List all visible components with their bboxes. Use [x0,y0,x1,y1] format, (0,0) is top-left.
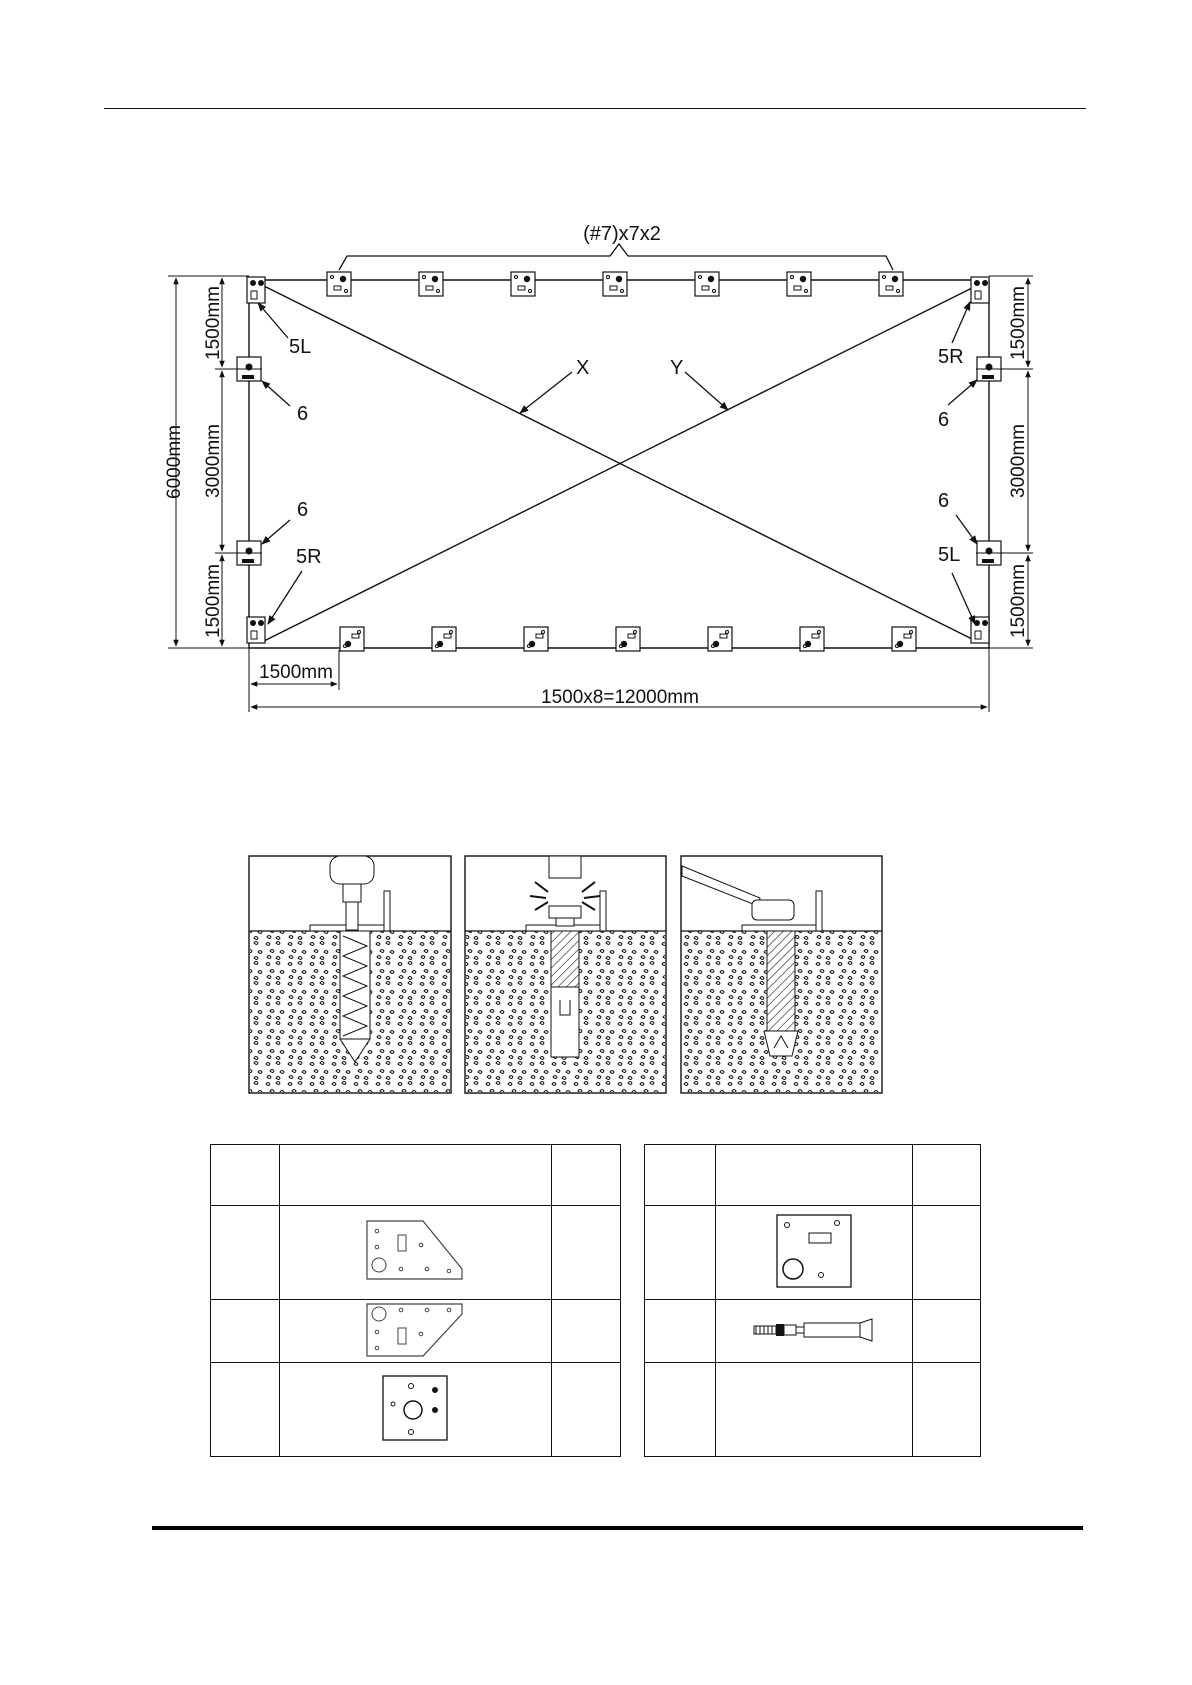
top-group-label: (#7)x7x2 [583,223,661,245]
corner-plate-5R-drawing [279,1300,552,1363]
parts-table-left [210,1144,621,1457]
right-mid-top-label: 6 [938,409,950,431]
corner-plate-5L-drawing [279,1206,552,1300]
col-qty-header [552,1145,621,1206]
row-qty [552,1363,621,1457]
dim-total-height: 6000mm [164,425,185,499]
table-row [645,1363,981,1457]
left-mid-bottom-label: 6 [297,499,309,521]
dim-right-top: 1500mm [1008,286,1029,360]
dim-spacing: 1500mm [259,662,333,683]
row-qty [912,1300,980,1363]
row-qty [912,1206,980,1300]
step-2-insert [465,856,666,1093]
col-id-header [211,1145,280,1206]
col-part-header [279,1145,552,1206]
left-corner-bottom-label: 5R [296,546,322,568]
base-plate-7-drawing [716,1206,912,1300]
dim-right-bottom: 1500mm [1008,564,1029,638]
parts-table-right [644,1144,981,1457]
diagonal-y-label: Y [670,357,684,379]
row-qty [552,1206,621,1300]
table-row [211,1363,621,1457]
left-corner-top-label: 5L [289,336,312,358]
col-part-header [716,1145,912,1206]
table-row [645,1206,981,1300]
right-corner-bottom-label: 5L [938,544,961,566]
dim-left-mid: 3000mm [203,424,224,498]
row-id [645,1206,716,1300]
col-id-header [645,1145,716,1206]
table-row [211,1206,621,1300]
dim-left-bottom: 1500mm [203,564,224,638]
dim-left-top: 1500mm [203,286,224,360]
table-row [211,1300,621,1363]
square-plate-6-drawing [279,1363,552,1457]
row-part [716,1363,912,1457]
left-mid-top-label: 6 [297,403,309,425]
row-qty [912,1363,980,1457]
right-mid-bottom-label: 6 [938,490,950,512]
step-3-tighten [681,856,882,1093]
table-row [645,1300,981,1363]
row-qty [552,1300,621,1363]
row-id [645,1363,716,1457]
dim-total-width: 1500x8=12000mm [541,687,699,708]
dim-right-mid: 3000mm [1008,424,1029,498]
right-corner-top-label: 5R [938,346,964,368]
row-id [211,1300,280,1363]
col-qty-header [912,1145,980,1206]
expansion-anchor-bolt-drawing [716,1300,912,1363]
row-id [645,1300,716,1363]
footer-rule [152,1526,1083,1530]
diagonal-x-label: X [576,357,590,379]
step-1-drill [249,856,451,1093]
row-id [211,1206,280,1300]
row-id [211,1363,280,1457]
